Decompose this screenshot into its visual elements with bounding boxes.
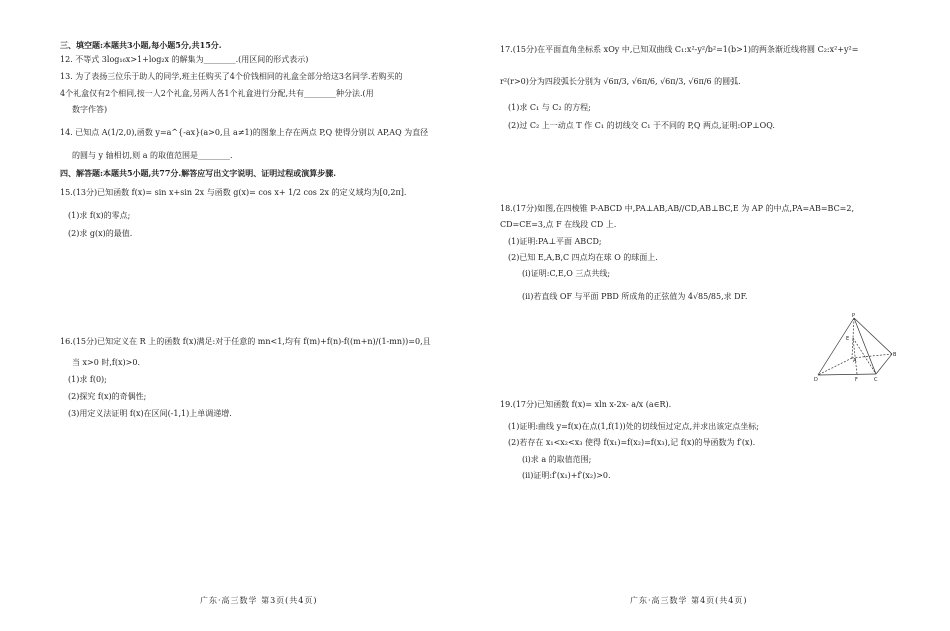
question-17-line1: 17.(15分)在平面直角坐标系 xOy 中,已知双曲线 C₁:x²-y²/b²=1(b>1)的两条渐近线将圆 C₂:x²+y²= xyxy=(500,45,859,54)
question-16-part3: (3)用定义法证明 f(x)在区间(-1,1)上单调递增. xyxy=(68,409,232,418)
question-19-line1: 19.(17分)已知函数 f(x)= xln x-2x- a/x (a∈R). xyxy=(500,400,672,409)
question-18-part1: (1)证明:PA⊥平面 ABCD; xyxy=(508,237,602,246)
question-18-line2: CD=CE=3,点 F 在线段 CD 上. xyxy=(500,220,617,229)
section3-header: 三、填空题:本题共3小题,每小题5分,共15分. xyxy=(60,40,222,50)
question-16-part1: (1)求 f(0); xyxy=(68,375,107,384)
question-17-part1: (1)求 C₁ 与 C₂ 的方程; xyxy=(508,103,591,112)
label-P: P xyxy=(852,313,856,319)
question-18-line1: 18.(17分)如图,在四棱锥 P-ABCD 中,PA⊥AB,AB//CD,AB⊥BC,E 为 AP 的中点,PA=AB=BC=2, xyxy=(500,204,855,213)
question-15-line1: 15.(13分)已知函数 f(x)= sin x+sin 2x 与函数 g(x)= cos x+ 1/2 cos 2x 的定义域均为[0,2π]. xyxy=(60,188,407,197)
label-B: B xyxy=(893,352,897,358)
pyramid-figure xyxy=(812,312,896,384)
question-18-part2ii: (ii)若直线 OF 与平面 PBD 所成角的正弦值为 4√85/85,求 DF. xyxy=(522,292,748,301)
left-footer: 广东·高三数学 第3页(共4页) xyxy=(200,596,318,605)
right-footer: 广东·高三数学 第4页(共4页) xyxy=(630,596,748,605)
question-12: 12. 不等式 3log₁₆x>1+log₂x 的解集为________.(用区间的形式表示) xyxy=(60,55,309,64)
question-17-part2: (2)过 C₂ 上一动点 T 作 C₁ 的切线交 C₁ 于不同的 P,Q 两点,证明:OP⊥OQ. xyxy=(508,121,775,130)
question-19-part2i: (i)求 a 的取值范围; xyxy=(522,455,592,464)
question-16-line1: 16.(15分)已知定义在 R 上的函数 f(x)满足:对于任意的 mn<1,均有 f(m)+f(n)-f((m+n)/(1-mn))=0,且 xyxy=(60,337,431,346)
question-18-part2i: (i)证明:C,E,O 三点共线; xyxy=(522,269,611,278)
section4-header: 四、解答题:本题共5小题,共77分.解答应写出文字说明、证明过程或演算步骤. xyxy=(60,168,337,178)
question-19-part2: (2)若存在 x₁<x₂<x₃ 使得 f(x₁)=f(x₂)=f(x₃),记 f(x)的导函数为 f′(x). xyxy=(508,438,756,447)
question-15-part1: (1)求 f(x)的零点; xyxy=(68,211,131,220)
question-13-line2: 4个礼盒仅有2个相同,按一人2个礼盒,另两人各1个礼盒进行分配,共有________种分法.(用 xyxy=(60,89,374,98)
label-F: F xyxy=(855,377,858,383)
question-14-line2: 的圆与 y 轴相切,则 a 的取值范围是________. xyxy=(72,151,233,160)
label-E: E xyxy=(846,336,850,342)
label-C: C xyxy=(874,377,878,383)
question-19-part2ii: (ii)证明:f′(x₁)+f′(x₂)>0. xyxy=(522,471,611,480)
question-19-part1: (1)证明:曲线 y=f(x)在点(1,f(1))处的切线恒过定点,并求出该定点坐标; xyxy=(508,422,759,431)
question-17-line2: r²(r>0)分为四段弧长分别为 √6π/3, √6π/6, √6π/3, √6π/6 的圆弧. xyxy=(500,77,741,86)
label-A: A xyxy=(853,358,857,364)
question-18-part2: (2)已知 E,A,B,C 四点均在球 O 的球面上. xyxy=(508,253,658,262)
label-D: D xyxy=(814,377,818,383)
question-13-line1: 13. 为了表扬三位乐于助人的同学,班主任购买了4个价钱相同的礼盒全部分给这3名同学.若购买的 xyxy=(60,72,403,81)
question-16-part2: (2)探究 f(x)的奇偶性; xyxy=(68,392,147,401)
question-15-part2: (2)求 g(x)的最值. xyxy=(68,229,133,238)
question-16-line2: 当 x>0 时,f(x)>0. xyxy=(72,358,140,367)
question-14-line1: 14. 已知点 A(1/2,0),函数 y=a^{-ax}(a>0,且 a≠1)的图象上存在两点 P,Q 使得分别以 AP,AQ 为直径 xyxy=(60,128,429,137)
question-13-line3: 数字作答) xyxy=(72,105,108,114)
